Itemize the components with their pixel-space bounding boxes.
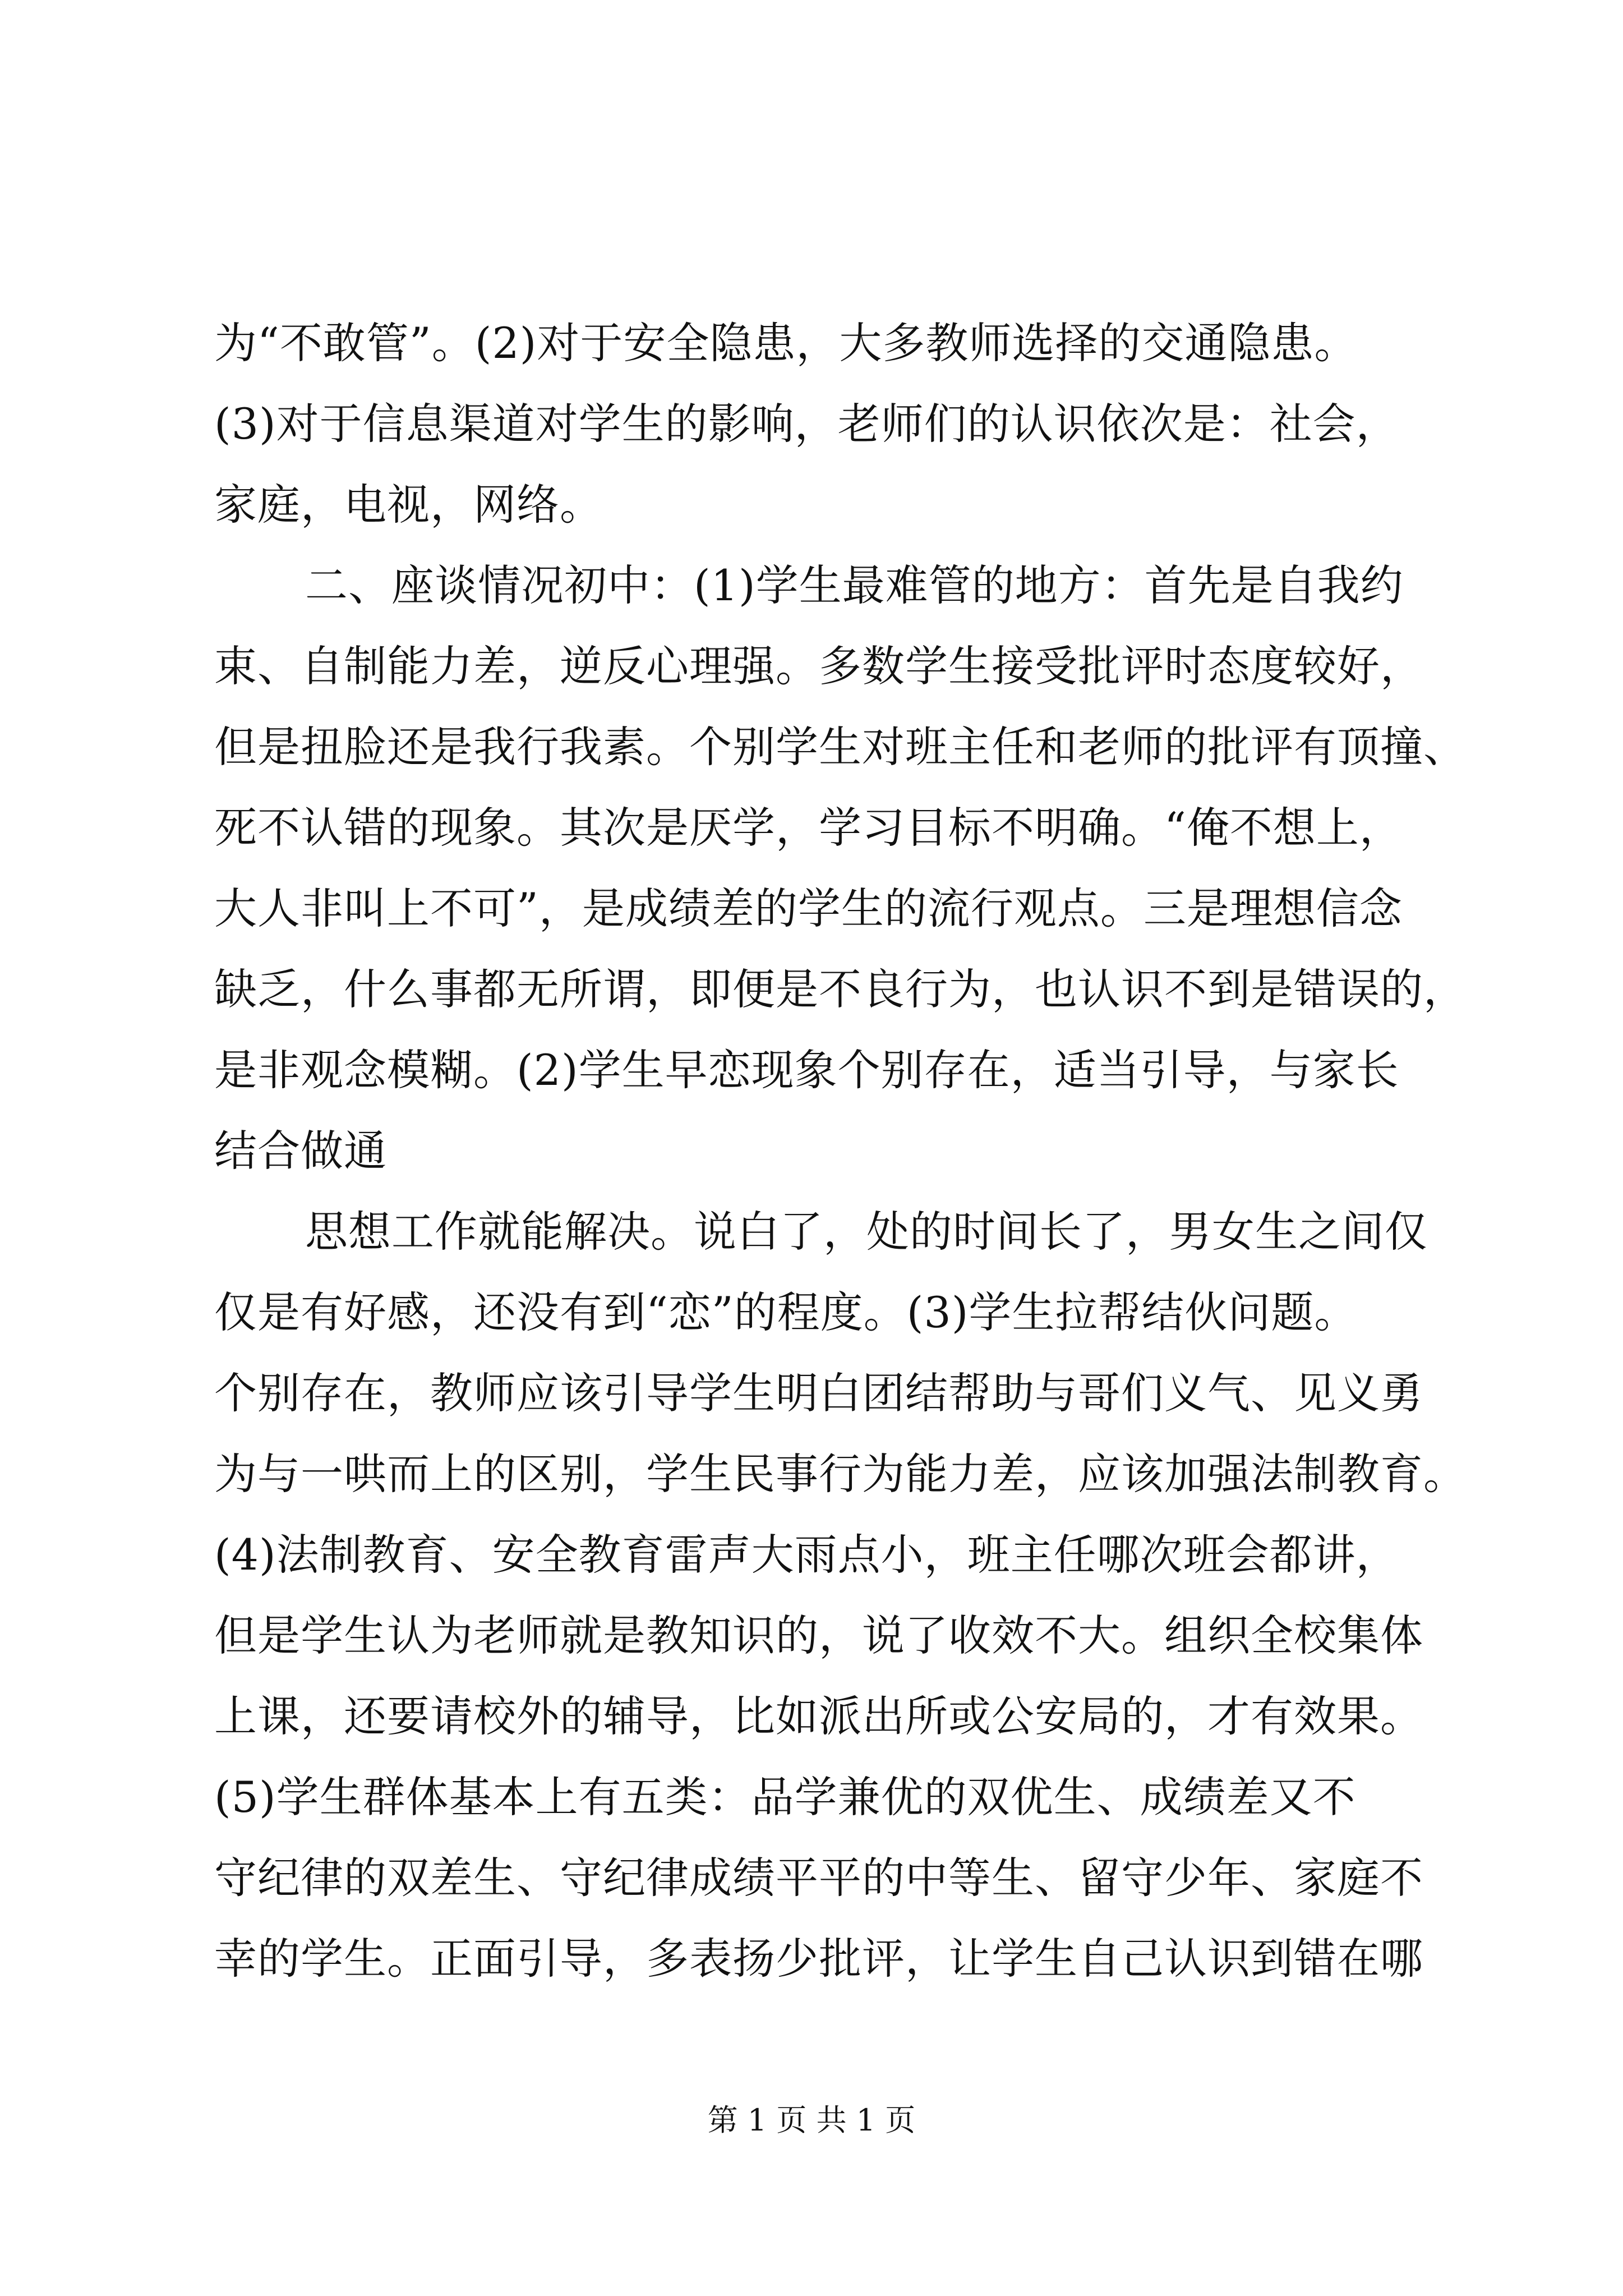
text-line-2: (3)对于信息渠道对学生的影响，老师们的认识依次是：社会， xyxy=(214,399,1399,449)
text-line-10: 是非观念模糊。(2)学生早恋现象个别存在，适当引导，与家长 xyxy=(214,1045,1399,1095)
text-line-16: (4)法制教育、安全教育雷声大雨点小，班主任哪次班会都讲， xyxy=(214,1530,1399,1580)
text-line-9: 缺乏，什么事都无所谓，即便是不良行为，也认识不到是错误的， xyxy=(214,964,1467,1014)
text-line-21: 幸的学生。正面引导，多表扬少批评，让学生自己认识到错在哪 xyxy=(214,1934,1423,1984)
text-line-13: 仅是有好感，还没有到“恋”的程度。(3)学生拉帮结伙问题。 xyxy=(214,1287,1358,1337)
text-line-15: 为与一哄而上的区别，学生民事行为能力差，应该加强法制教育。 xyxy=(214,1449,1467,1499)
text-line-1: 为“不敢管”。(2)对于安全隐患，大多教师选择的交通隐患。 xyxy=(214,318,1358,368)
page-number: 第 1 页 共 1 页 xyxy=(707,2102,916,2138)
paragraph-3-line-1: 思想工作就能解决。说白了，处的时间长了，男女生之间仅 xyxy=(305,1207,1428,1257)
text-line-5: 束、自制能力差，逆反心理强。多数学生接受批评时态度较好， xyxy=(214,641,1423,691)
text-line-19: (5)学生群体基本上有五类：品学兼优的双优生、成绩差又不 xyxy=(214,1772,1356,1822)
text-line-8: 大人非叫上不可”，是成绩差的学生的流行观点。三是理想信念 xyxy=(214,884,1403,933)
text-line-18: 上课，还要请校外的辅导，比如派出所或公安局的，才有效果。 xyxy=(214,1691,1423,1741)
body-text xyxy=(214,303,1467,1999)
text-line-7: 死不认错的现象。其次是厌学，学习目标不明确。“俺不想上， xyxy=(214,803,1403,853)
text-line-3: 家庭，电视，网络。 xyxy=(214,480,603,530)
text-line-14: 个别存在，教师应该引导学生明白团结帮助与哥们义气、见义勇 xyxy=(214,1368,1423,1418)
text-line-6: 但是扭脸还是我行我素。个别学生对班主任和老师的批评有顶撞、 xyxy=(214,722,1467,772)
paragraph-2-line-1: 二、座谈情况初中：(1)学生最难管的地方：首先是自我约 xyxy=(305,560,1404,610)
text-line-11: 结合做通 xyxy=(214,1126,387,1176)
text-line-20: 守纪律的双差生、守纪律成绩平平的中等生、留守少年、家庭不 xyxy=(214,1853,1423,1903)
text-line-17: 但是学生认为老师就是教知识的，说了收效不大。组织全校集体 xyxy=(214,1611,1423,1660)
